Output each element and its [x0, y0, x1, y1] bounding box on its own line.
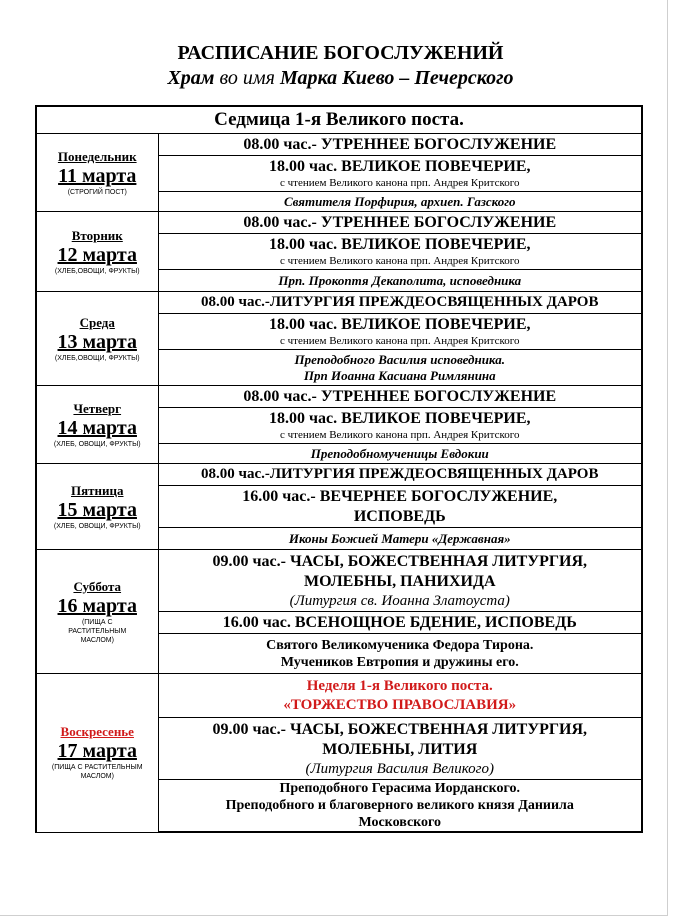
- day-date: 13 марта: [57, 330, 137, 353]
- church-title: Марка Киево – Печерского: [279, 67, 514, 89]
- fasting-note: (ПИЩА С: [81, 618, 113, 626]
- service-evening: [158, 234, 642, 270]
- day-cell-wednesday: [36, 292, 158, 386]
- day-date: 12 марта: [57, 243, 137, 266]
- fasting-note: (ХЛЕБ,ОВОЩИ, ФРУКТЫ): [54, 354, 140, 362]
- week-title: Седмица 1-я Великого поста.: [36, 106, 642, 134]
- day-cell-sunday: [36, 674, 158, 833]
- feast-heading-name: «ТОРЖЕСТВО ПРАВОСЛАВИЯ»: [283, 696, 517, 713]
- service-evening-title: 18.00 час. ВЕЛИКОЕ ПОВЕЧЕРИЕ,: [269, 236, 531, 253]
- saint-commemoration: [158, 350, 642, 386]
- service-morning: 08.00 час.-ЛИТУРГИЯ ПРЕЖДЕОСВЯЩЕННЫХ ДАРОВ: [158, 464, 642, 486]
- day-date: 11 марта: [58, 164, 137, 187]
- saint-line-3: Московского: [358, 815, 442, 830]
- service-evening-note: с чтением Великого канона прп. Андрея Критского: [279, 335, 520, 347]
- day-cell-friday: [36, 464, 158, 550]
- fasting-note: (СТРОГИЙ ПОСТ): [67, 188, 127, 196]
- schedule-table: [35, 105, 643, 833]
- service-liturgy-title-2: МОЛЕБНЫ, ПАНИХИДА: [303, 572, 496, 590]
- saint-commemoration: [158, 634, 642, 674]
- day-name: Воскресенье: [60, 724, 134, 740]
- service-evening-title: 18.00 час. ВЕЛИКОЕ ПОВЕЧЕРИЕ,: [269, 316, 531, 333]
- service-evening-title: 16.00 час.- ВЕЧЕРНЕЕ БОГОСЛУЖЕНИЕ,: [242, 487, 558, 505]
- fasting-note-3: МАСЛОМ): [80, 636, 114, 644]
- service-evening: [158, 156, 642, 192]
- day-cell-tuesday: [36, 212, 158, 292]
- saint-commemoration: Прп. Прокоптя Декаполита, исповедника: [158, 270, 642, 292]
- page-title: РАСПИСАНИЕ БОГОСЛУЖЕНИЙ: [177, 42, 504, 64]
- day-date: 16 марта: [57, 594, 137, 617]
- service-evening-title: 18.00 час. ВЕЛИКОЕ ПОВЕЧЕРИЕ,: [269, 158, 531, 175]
- day-cell-monday: [36, 134, 158, 212]
- service-liturgy-title: 09.00 час.- ЧАСЫ, БОЖЕСТВЕННАЯ ЛИТУРГИЯ,: [212, 552, 588, 570]
- service-morning: 08.00 час.- УТРЕННЕЕ БОГОСЛУЖЕНИЕ: [158, 134, 642, 156]
- service-liturgy: [158, 718, 642, 780]
- church-prefix: Храм: [167, 67, 215, 89]
- day-name: Вторник: [71, 227, 123, 243]
- saint-line-1: Преподобного Василия исповедника.: [294, 351, 505, 367]
- saint-line-1: Святого Великомученика Федора Тирона.: [266, 637, 534, 653]
- service-morning: 08.00 час.-ЛИТУРГИЯ ПРЕЖДЕОСВЯЩЕННЫХ ДАРОВ: [158, 292, 642, 314]
- service-morning: 08.00 час.- УТРЕННЕЕ БОГОСЛУЖЕНИЕ: [158, 386, 642, 408]
- day-name: Суббота: [73, 578, 122, 594]
- feast-heading-title: Неделя 1-я Великого поста.: [306, 677, 493, 694]
- service-morning: 08.00 час.- УТРЕННЕЕ БОГОСЛУЖЕНИЕ: [158, 212, 642, 234]
- saint-line-2: Мучеников Евтропия и дружины его.: [280, 654, 519, 670]
- service-evening-title: 18.00 час. ВЕЛИКОЕ ПОВЕЧЕРИЕ,: [269, 410, 531, 427]
- day-date: 17 марта: [57, 740, 137, 763]
- day-name: Среда: [79, 314, 115, 330]
- service-evening: [158, 486, 642, 528]
- saint-line-2: Преподобного и благоверного великого князя Даниила: [225, 798, 574, 813]
- fasting-note: (ХЛЕБ, ОВОЩИ, ФРУКТЫ): [53, 522, 141, 530]
- day-cell-saturday: [36, 550, 158, 674]
- saint-commemoration: Святителя Порфирия, архиеп. Газского: [158, 192, 642, 212]
- day-name: Четверг: [73, 400, 122, 416]
- church-mid: во имя: [219, 67, 275, 89]
- day-name: Пятница: [70, 482, 124, 498]
- service-evening-note: с чтением Великого канона прп. Андрея Критского: [279, 255, 520, 267]
- feast-heading: [158, 674, 642, 718]
- service-evening-note: с чтением Великого канона прп. Андрея Критского: [279, 429, 520, 441]
- fasting-note: (ХЛЕБ, ОВОЩИ, ФРУКТЫ): [53, 440, 141, 448]
- service-liturgy-title-2: МОЛЕБНЫ, ЛИТИЯ: [322, 740, 478, 758]
- day-date: 15 марта: [57, 498, 137, 521]
- service-liturgy-title: 09.00 час.- ЧАСЫ, БОЖЕСТВЕННАЯ ЛИТУРГИЯ,: [212, 720, 588, 738]
- service-vigil: 16.00 час. ВСЕНОЩНОЕ БДЕНИЕ, ИСПОВЕДЬ: [158, 612, 642, 634]
- saint-commemoration: [158, 780, 642, 833]
- fasting-note-2: МАСЛОМ): [80, 773, 114, 781]
- service-evening-title-2: ИСПОВЕДЬ: [353, 507, 446, 525]
- service-liturgy-note: (Литургия св. Иоанна Златоуста): [289, 592, 510, 609]
- service-evening: [158, 408, 642, 444]
- saint-line-1: Преподобного Герасима Иорданского.: [279, 781, 521, 796]
- day-date: 14 марта: [57, 416, 137, 439]
- service-liturgy-note: (Литургия Василия Великого): [305, 760, 495, 777]
- saint-commemoration: Преподобномученицы Евдокии: [158, 444, 642, 464]
- day-cell-thursday: [36, 386, 158, 464]
- day-name: Понедельник: [57, 148, 137, 164]
- saint-line-2: Прп Иоанна Касиана Римлянина: [303, 367, 496, 383]
- service-liturgy: [158, 550, 642, 612]
- service-evening: [158, 314, 642, 350]
- fasting-note-2: РАСТИТЕЛЬНЫМ: [68, 627, 127, 635]
- saint-commemoration: Иконы Божией Матери «Державная»: [158, 528, 642, 550]
- fasting-note: (ПИЩА С РАСТИТЕЛЬНЫМ: [51, 764, 143, 772]
- service-evening-note: с чтением Великого канона прп. Андрея Критского: [279, 177, 520, 189]
- church-name: [0, 67, 681, 90]
- fasting-note: (ХЛЕБ,ОВОЩИ, ФРУКТЫ): [54, 267, 140, 275]
